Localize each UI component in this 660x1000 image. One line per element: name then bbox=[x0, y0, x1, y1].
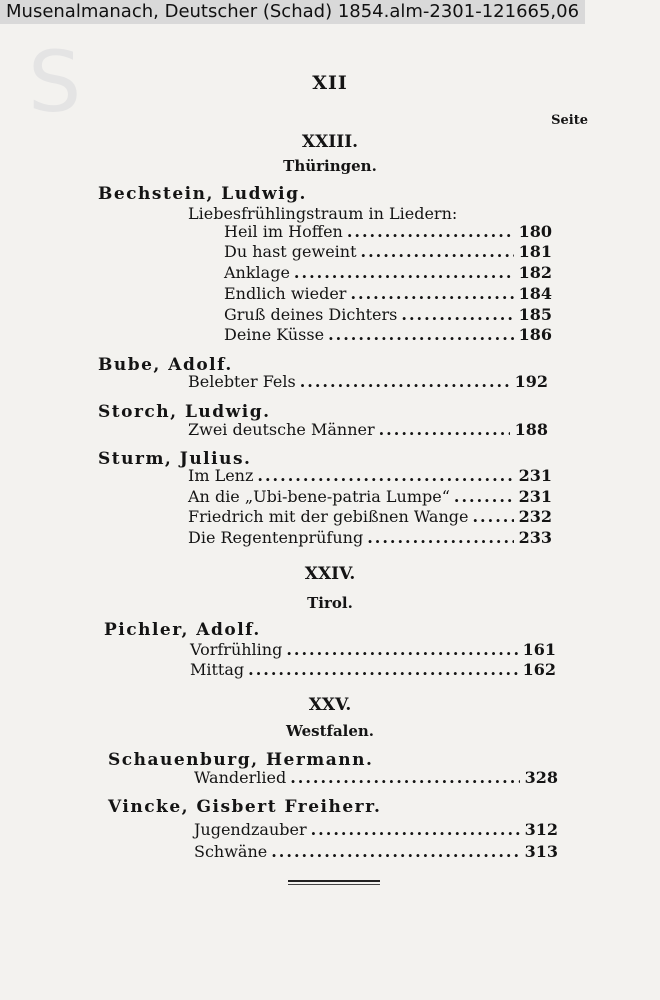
watermark-letter: S bbox=[28, 33, 82, 131]
section-region: Thüringen. bbox=[283, 157, 377, 175]
leader-dots bbox=[347, 222, 514, 241]
entry-title: Die Regentenprüfung bbox=[188, 528, 364, 547]
entry-title: Heil im Hoffen bbox=[224, 222, 343, 241]
toc-entry bbox=[190, 640, 556, 659]
toc-entry bbox=[224, 222, 552, 241]
author-name: Pichler, Adolf. bbox=[104, 620, 261, 640]
entry-page: 233 bbox=[518, 528, 552, 547]
leader-dots bbox=[271, 842, 520, 861]
subheading: Liebesfrühlingstraum in Liedern: bbox=[188, 204, 458, 223]
entry-title: Belebter Fels bbox=[188, 372, 296, 391]
entry-title: Wanderlied bbox=[194, 768, 287, 787]
leader-dots bbox=[328, 325, 514, 344]
leader-dots bbox=[290, 768, 520, 787]
section-number: XXIV. bbox=[304, 564, 356, 584]
leader-dots bbox=[454, 487, 514, 506]
toc-entry bbox=[188, 507, 552, 526]
toc-entry bbox=[188, 466, 552, 485]
leader-dots bbox=[401, 305, 514, 324]
toc-entry bbox=[224, 305, 552, 324]
entry-page: 312 bbox=[524, 820, 558, 839]
entry-title: Endlich wieder bbox=[224, 284, 347, 303]
entry-page: 231 bbox=[518, 487, 552, 506]
entry-page: 328 bbox=[524, 768, 558, 787]
toc-entry bbox=[188, 487, 552, 506]
author-name: Storch, Ludwig. bbox=[98, 402, 271, 422]
entry-title: Schwäne bbox=[194, 842, 268, 861]
author-name: Schauenburg, Hermann. bbox=[108, 750, 374, 770]
entry-title: Im Lenz bbox=[188, 466, 254, 485]
entry-title: An die „Ubi-bene-patria Lumpe“ bbox=[188, 487, 450, 506]
entry-title: Anklage bbox=[224, 263, 290, 282]
entry-page: 186 bbox=[518, 325, 552, 344]
toc-entry bbox=[194, 768, 558, 787]
entry-title: Gruß deines Dichters bbox=[224, 305, 398, 324]
end-rule-thin bbox=[288, 884, 380, 885]
entry-page: 188 bbox=[514, 420, 548, 439]
section-number: XXIII. bbox=[301, 132, 359, 152]
toc-entry bbox=[224, 263, 552, 282]
entry-page: 182 bbox=[518, 263, 552, 282]
entry-page: 232 bbox=[518, 507, 552, 526]
entry-title: Friedrich mit der gebißnen Wange bbox=[188, 507, 469, 526]
toc-entry bbox=[194, 820, 558, 839]
toc-entry bbox=[224, 325, 552, 344]
page-column-header: Seite bbox=[551, 113, 588, 128]
author-name: Bube, Adolf. bbox=[98, 355, 233, 375]
end-rule bbox=[288, 880, 380, 882]
toc-entry bbox=[188, 420, 548, 439]
toc-entry bbox=[188, 528, 552, 547]
section-number: XXV. bbox=[308, 695, 352, 715]
author-name: Sturm, Julius. bbox=[98, 449, 252, 469]
leader-dots bbox=[472, 507, 514, 526]
entry-page: 184 bbox=[518, 284, 552, 303]
leader-dots bbox=[300, 372, 510, 391]
toc-entry bbox=[190, 660, 556, 679]
author-name: Vincke, Gisbert Freiherr. bbox=[108, 797, 382, 817]
leader-dots bbox=[367, 528, 514, 547]
leader-dots bbox=[286, 640, 518, 659]
author-name: Bechstein, Ludwig. bbox=[98, 184, 307, 204]
section-region: Westfalen. bbox=[285, 722, 375, 740]
section-region: Tirol. bbox=[307, 594, 353, 612]
document-header: Musenalmanach, Deutscher (Schad) 1854.alm-2301-121665,06 bbox=[0, 0, 585, 24]
entry-page: 181 bbox=[518, 242, 552, 261]
entry-title: Deine Küsse bbox=[224, 325, 325, 344]
entry-page: 231 bbox=[518, 466, 552, 485]
entry-page: 162 bbox=[522, 660, 556, 679]
toc-entry bbox=[188, 372, 548, 391]
page-title: XII bbox=[312, 72, 348, 94]
toc-entry bbox=[194, 842, 558, 861]
leader-dots bbox=[248, 660, 518, 679]
leader-dots bbox=[379, 420, 510, 439]
entry-title: Zwei deutsche Männer bbox=[188, 420, 375, 439]
entry-page: 180 bbox=[518, 222, 552, 241]
leader-dots bbox=[294, 263, 514, 282]
entry-title: Mittag bbox=[190, 660, 245, 679]
entry-title: Vorfrühling bbox=[190, 640, 283, 659]
leader-dots bbox=[350, 284, 514, 303]
toc-entry bbox=[224, 284, 552, 303]
entry-title: Jugendzauber bbox=[194, 820, 307, 839]
leader-dots bbox=[257, 466, 514, 485]
entry-page: 161 bbox=[522, 640, 556, 659]
entry-title: Du hast geweint bbox=[224, 242, 357, 261]
leader-dots bbox=[361, 242, 514, 261]
leader-dots bbox=[311, 820, 520, 839]
toc-entry bbox=[224, 242, 552, 261]
entry-page: 313 bbox=[524, 842, 558, 861]
entry-page: 192 bbox=[514, 372, 548, 391]
entry-page: 185 bbox=[518, 305, 552, 324]
